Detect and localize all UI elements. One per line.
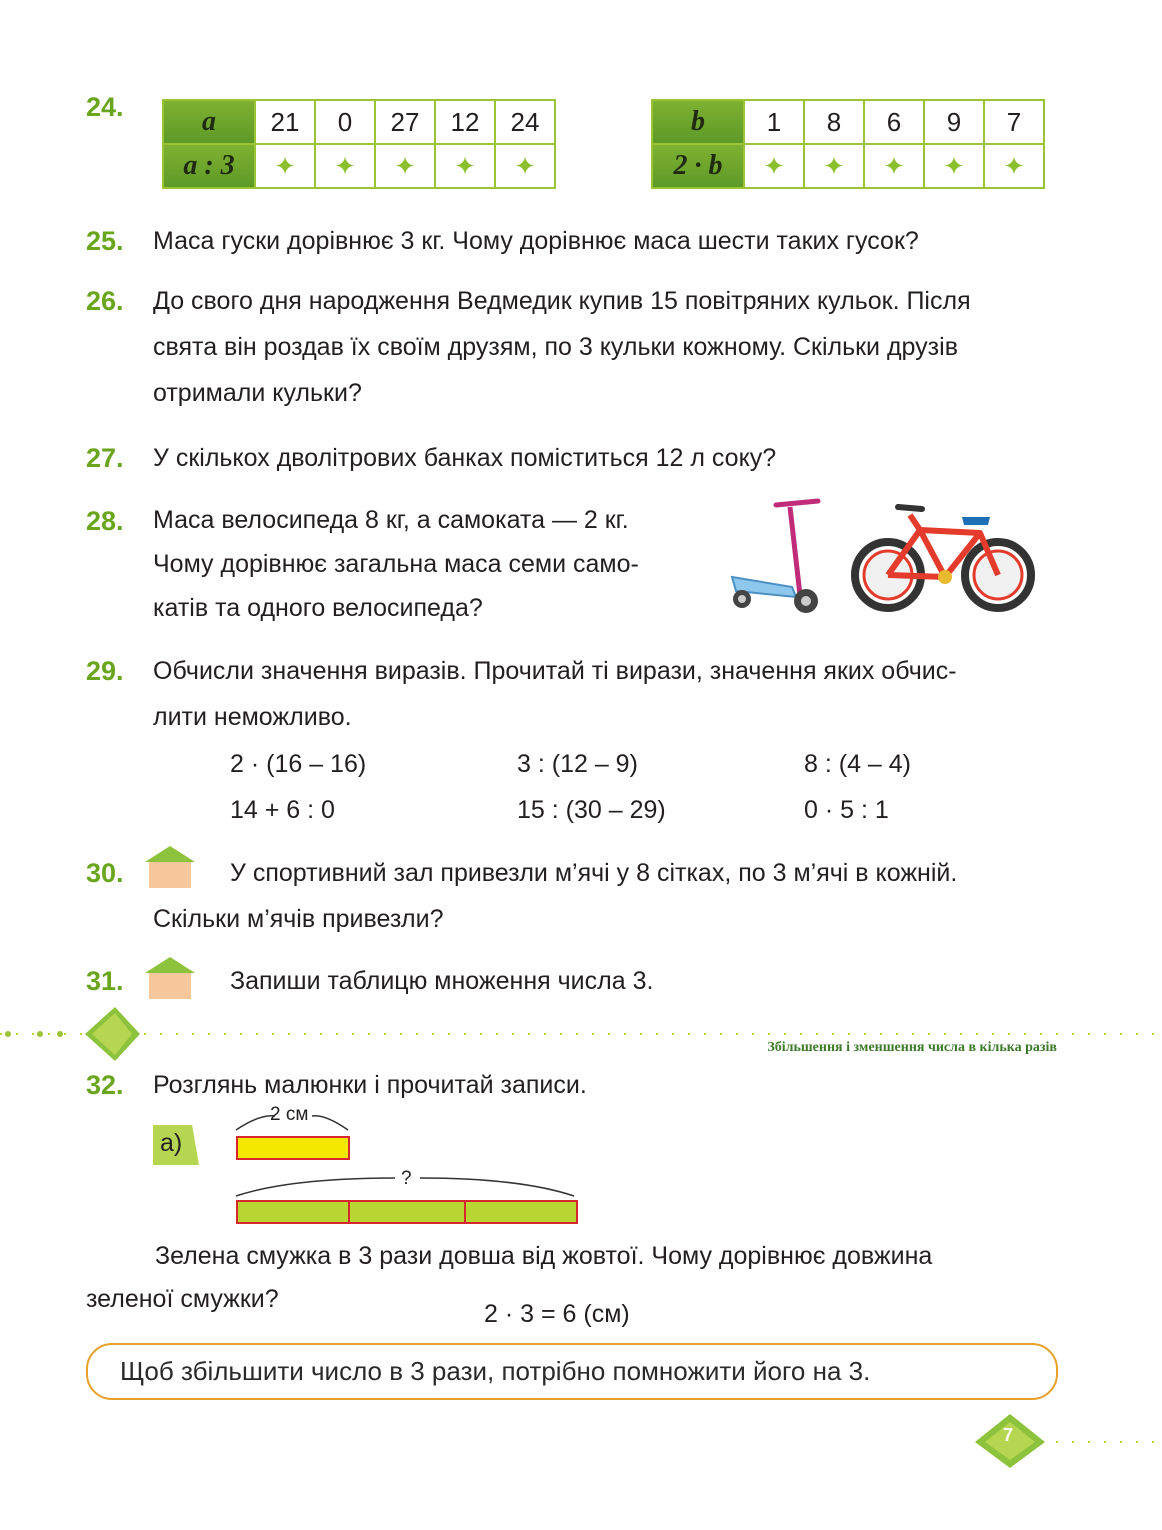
exercise-26-text (153, 278, 971, 416)
green-strip-label: ? (401, 1168, 412, 1189)
bicycle-icon (850, 495, 1040, 615)
text-line: У скількох дволітрових банках поміститься 12 л соку? (153, 444, 777, 472)
house-icon (145, 955, 195, 999)
exercise-number-26: 26. (86, 286, 124, 316)
exercise-30-line1: У спортивний зал привезли м’ячі у 8 сітках, по 3 м’ячі в кожній. (230, 859, 958, 887)
exercise-number-25: 25. (86, 226, 124, 256)
table2-head-b: b (652, 100, 744, 144)
text-line: катів та одного велосипеда? (153, 594, 483, 622)
table1-head-a: a (163, 100, 255, 144)
table1-value: 21 (255, 100, 315, 144)
exercise-32-text-line1: Зелена смужка в 3 рази довша від жовтої. Чому дорівнює довжина (155, 1242, 933, 1270)
green-strip (236, 1200, 578, 1224)
star-icon: ✦ (984, 144, 1044, 188)
expression: 8 : (4 – 4) (804, 750, 911, 778)
exercise-number-28: 28. (86, 506, 124, 536)
exercise-30-line2: Скільки м’ячів привезли? (153, 905, 444, 933)
label-a: а) (160, 1129, 183, 1157)
exercise-number-30: 30. (86, 858, 124, 888)
yellow-strip-label: 2 см (270, 1104, 309, 1125)
expression: 15 : (30 – 29) (517, 796, 666, 824)
text-line: Маса гуски дорівнює 3 кг. Чому дорівнює маса шести таких гусок? (153, 227, 919, 255)
star-icon: ✦ (435, 144, 495, 188)
text-line: лити неможливо. (153, 703, 352, 731)
star-icon: ✦ (255, 144, 315, 188)
table2-value: 8 (804, 100, 864, 144)
table1-value: 0 (315, 100, 375, 144)
strip-divider (464, 1202, 466, 1222)
exercise-25-text (153, 218, 919, 264)
star-icon: ✦ (375, 144, 435, 188)
scooter-icon (722, 495, 832, 620)
table2-head-2-times-b: 2 · b (652, 144, 744, 188)
exercise-number-24: 24. (86, 92, 124, 122)
house-icon (145, 844, 195, 888)
page-number: 7 (1003, 1425, 1014, 1445)
star-icon: ✦ (744, 144, 804, 188)
expression: 14 + 6 : 0 (230, 796, 335, 824)
table2-value: 6 (864, 100, 924, 144)
expression: 2 · (16 – 16) (230, 750, 367, 778)
rule-text: Щоб збільшити число в 3 рази, потрібно помножити його на 3. (120, 1356, 871, 1386)
table-2-times-b (651, 99, 1045, 189)
text-line: Чому дорівнює загальна маса семи само- (153, 550, 639, 578)
star-icon: ✦ (495, 144, 555, 188)
table1-value: 27 (375, 100, 435, 144)
exercise-number-32: 32. (86, 1070, 124, 1100)
section-divider (0, 1005, 1162, 1065)
exercise-number-31: 31. (86, 966, 124, 996)
exercise-32-line1: Розглянь малюнки і прочитай записи. (153, 1071, 587, 1099)
star-icon: ✦ (315, 144, 375, 188)
text-line: Маса велосипеда 8 кг, а самоката — 2 кг. (153, 506, 629, 534)
star-icon: ✦ (924, 144, 984, 188)
table2-value: 1 (744, 100, 804, 144)
table1-value: 24 (495, 100, 555, 144)
text-line: До свого дня народження Ведмедик купив 15 повітряних кульок. Після (153, 287, 971, 315)
star-icon: ✦ (804, 144, 864, 188)
table-a-div-3 (162, 99, 556, 189)
exercise-27-text (153, 435, 776, 481)
yellow-strip (236, 1136, 350, 1160)
text-line: отримали кульки? (153, 379, 362, 407)
exercise-28-text (153, 498, 639, 630)
equation: 2 · 3 = 6 (см) (484, 1300, 630, 1328)
strip-divider (348, 1202, 350, 1222)
star-icon: ✦ (864, 144, 924, 188)
table2-value: 9 (924, 100, 984, 144)
expression: 0 · 5 : 1 (804, 796, 889, 824)
text-line: свята він роздав їх своїм друзям, по 3 кульки кожному. Скільки друзів (153, 333, 958, 361)
table1-value: 12 (435, 100, 495, 144)
exercise-32-text-line2: зеленої смужки? (86, 1285, 279, 1313)
exercise-number-29: 29. (86, 656, 124, 686)
text-line: Обчисли значення виразів. Прочитай ті вирази, значення яких обчис- (153, 657, 957, 685)
exercise-29-text (153, 648, 957, 740)
section-title: Збільшення і зменшення числа в кілька разів (767, 1040, 1057, 1055)
exercise-31-line1: Запиши таблицю множення числа 3. (230, 967, 654, 995)
exercise-number-27: 27. (86, 443, 124, 473)
table1-head-a-div-3: a : 3 (163, 144, 255, 188)
expression: 3 : (12 – 9) (517, 750, 638, 778)
table2-value: 7 (984, 100, 1044, 144)
